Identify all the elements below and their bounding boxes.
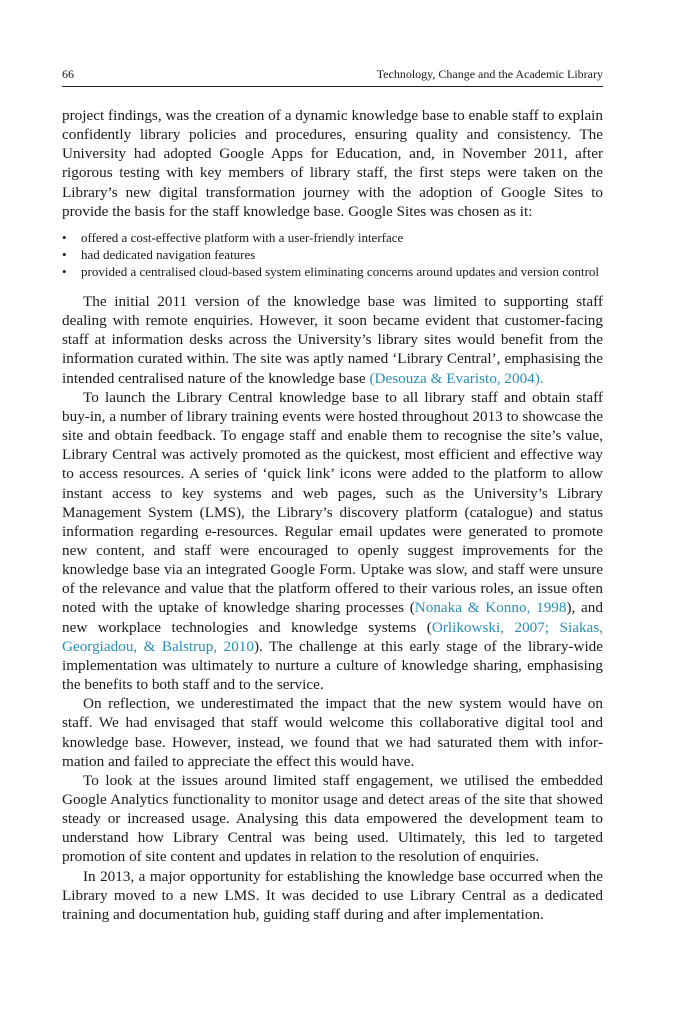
paragraph-5: To look at the issues around limited staff engagement, we utilised the embedded Google Analytics functionality to monitor usage and detect areas of the site that showed steady or increased usage. Analysing this data empowered the development team to understand how Library Central was being used. Ultimately, this led to targeted promotion of site content and updates in relation to the resolution of enquiries. xyxy=(62,771,603,866)
citation-link[interactable]: Nonaka & Konno, 1998 xyxy=(414,599,567,617)
paragraph-4: On reflection, we underestimated the impact that the new system would have on staff. We had envisaged that staff would welcome this collaborative digital tool and knowledge base. However, instead, we found that we had saturated them with information and failed to appreciate the effect this would have. xyxy=(62,695,603,770)
bullet-mark: • xyxy=(62,263,67,279)
bullet-text: provided a centralised cloud-based system eliminating concerns around updates and version control xyxy=(81,263,600,279)
citation-close-paren: ). xyxy=(534,369,544,387)
bullet-text: had dedicated navigation features xyxy=(81,246,256,262)
bullet-list xyxy=(62,229,603,280)
paragraph-text: ), and new workplace technologies and knowledge systems ( xyxy=(62,599,603,636)
running-head xyxy=(62,64,603,84)
page-number: 66 xyxy=(62,67,74,81)
paragraph-2 xyxy=(62,292,603,388)
body-text xyxy=(62,106,603,924)
bullet-item xyxy=(62,246,603,263)
citation-link[interactable]: Desouza & Evaristo, 2004 xyxy=(374,369,535,387)
paragraph-text: ). The challenge at this early stage of the library-wide implementation was ultimately to nurture a culture of knowledge sharing, emphasising the benefits to both staff and to the service. xyxy=(62,637,604,694)
paragraph-text: The initial 2011 version of the knowledge base was limited to supporting staff dealing with remote enquiries. However, it soon became evident that customer-facing staff at information desks across the University’s library sites would benefit from the information curated within. The site was aptly named ‘Library Central’, emphasising the intended centralised nature of the knowledge base xyxy=(62,292,603,387)
bullet-mark: • xyxy=(62,229,67,245)
citation-link[interactable]: Orlikowski, 2007; Siakas, Georgiadou, & Balstrup, 2010 xyxy=(62,618,604,655)
paragraph-text: To launch the Library Central knowledge base to all library staff and obtain staff buy-in, a number of library training events were hosted throughout 2013 to showcase the site and obtain feedback. To engage staff and enable them to recognise the site’s value, Library Central was actively promoted as the quickest, most efficient and effective way to access resources. A series of ‘quick link’ icons were added to the platform to allow instant access to key systems and web pages, such as the University’s Library Management System (LMS), the Library’s discovery platform (catalogue) and status information regarding e-resources. Regular email updates were generated to promote new content, and staff were encouraged to openly suggest improvements for the knowledge base via an integrated Google Form. Uptake was slow, and staff were unsure of the relevance and value that the platform offered to their various roles, an issue often noted with the uptake of knowledge sharing processes ( xyxy=(62,388,603,617)
bullet-item xyxy=(62,229,603,246)
book-title: Technology, Change and the Academic Library xyxy=(376,67,603,81)
paragraph-3 xyxy=(62,388,603,695)
paragraph-6: In 2013, a major opportunity for establishing the knowledge base occurred when the Library moved to a new LMS. It was decided to use Library Central as a dedicated training and documentation hub, guiding staff during and after implementation. xyxy=(62,867,603,923)
citation-open-paren: ( xyxy=(369,369,375,387)
bullet-mark: • xyxy=(62,246,67,262)
paragraph-1: project findings, was the creation of a dynamic knowledge base to enable staff to explain confidently library policies and procedures, ensuring quality and consistency. The University had adopted Google Apps for Education, and, in November 2011, after rigorous testing with key members of library staff, the first steps were taken on the Library’s new digital transformation journey with the adoption of Google Sites to provide the basis for the staff knowledge base. Google Sites was chosen as it: xyxy=(62,107,603,220)
bullet-text: offered a cost-effective platform with a user-friendly interface xyxy=(81,229,404,245)
bullet-item xyxy=(62,263,603,280)
header-rule xyxy=(62,86,603,87)
